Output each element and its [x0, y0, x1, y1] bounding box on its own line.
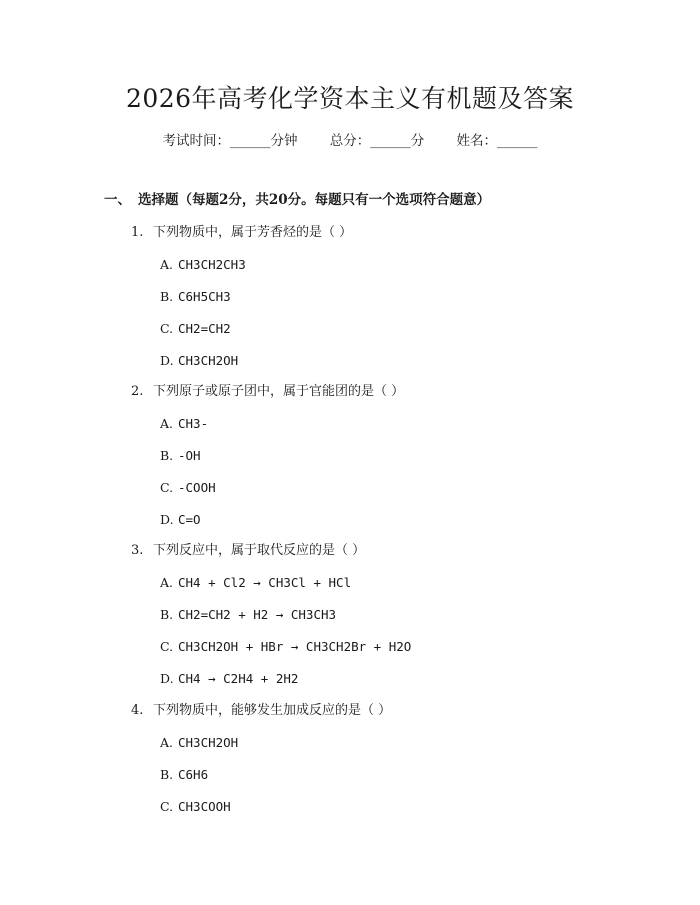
option-2d: D. C=O: [160, 512, 201, 527]
question-number: 1.: [131, 225, 144, 240]
option-1a: A. CH3CH2CH3: [160, 257, 246, 272]
question-number: 3.: [131, 543, 144, 558]
question-4: [131, 701, 391, 721]
question-text: 下列物质中，能够发生加成反应的是（ ）: [153, 703, 392, 718]
page-title: 2026年高考化学资本主义有机题及答案: [125, 84, 575, 113]
question-text: 下列原子或原子团中，属于官能团的是（ ）: [153, 384, 405, 399]
question-text: 下列物质中，属于芳香烃的是（ ）: [153, 225, 353, 240]
section-number: 一、: [104, 192, 131, 208]
question-number: 4.: [131, 703, 144, 718]
option-1b: B. C6H5CH3: [160, 289, 231, 304]
option-2a: A. CH3-: [160, 416, 209, 431]
option-1c: C. CH2=CH2: [160, 321, 231, 336]
exam-time: 考试时间：______分钟: [162, 133, 298, 149]
question-1: [131, 223, 352, 243]
option-3b: B. CH2=CH2 + H2 → CH3CH3: [160, 607, 337, 622]
student-name: 姓名：______: [456, 133, 538, 149]
option-3c: C. CH3CH2OH + HBr → CH3CH2Br + H2O: [160, 639, 412, 654]
total-score: 总分：______分: [329, 133, 425, 149]
option-4b: B. C6H6: [160, 767, 209, 782]
option-3d: D. CH4 → C2H4 + 2H2: [160, 671, 299, 686]
option-3a: A. CH4 + Cl2 → CH3Cl + HCl: [160, 575, 352, 590]
option-2b: B. -OH: [160, 448, 201, 463]
option-2c: C. -COOH: [160, 480, 216, 495]
question-3: [131, 541, 365, 561]
option-4a: A. CH3CH2OH: [160, 735, 239, 750]
option-4c: C. CH3COOH: [160, 799, 231, 814]
question-text: 下列反应中，属于取代反应的是（ ）: [153, 543, 366, 558]
option-1d: D. CH3CH2OH: [160, 353, 239, 368]
question-number: 2.: [131, 384, 144, 399]
section-heading: [104, 189, 490, 211]
section-title: 选择题（每题2分，共20分。每题只有一个选项符合题意）: [138, 192, 491, 208]
question-2: [131, 382, 404, 402]
exam-meta: [0, 130, 700, 152]
